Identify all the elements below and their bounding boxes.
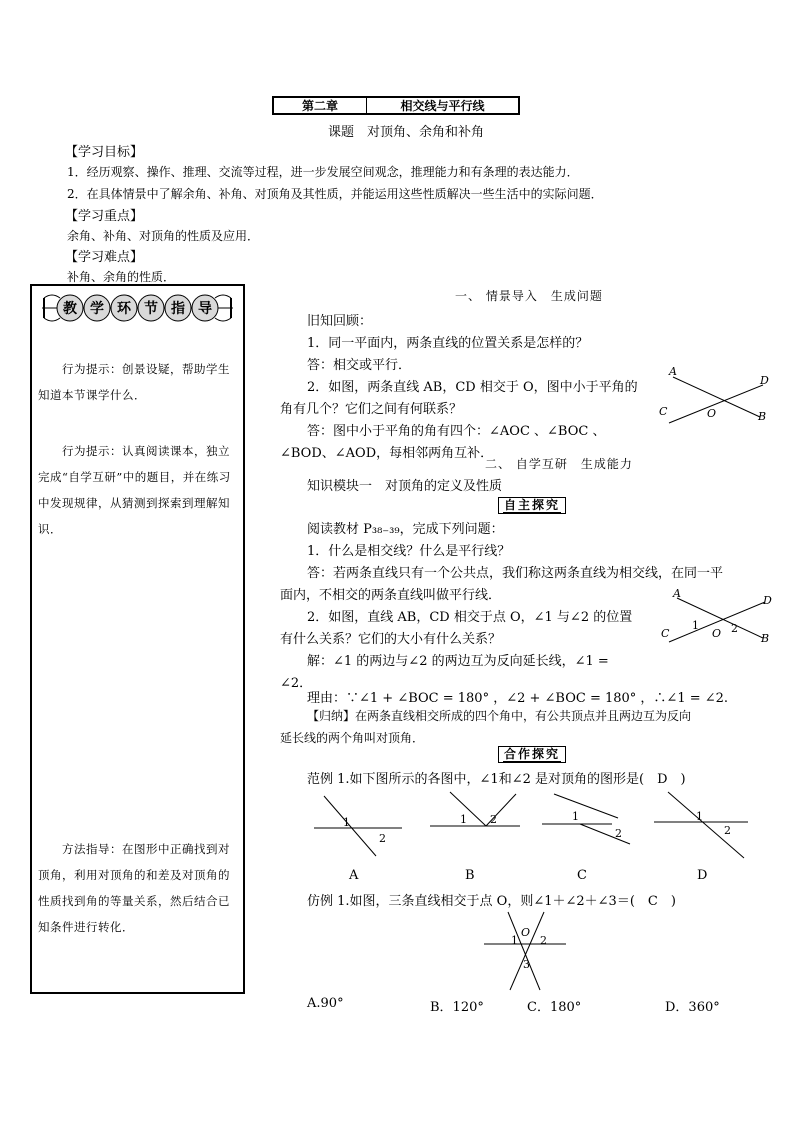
chapter-title: 相交线与平行线 <box>400 99 485 113</box>
label-a: A <box>669 365 677 378</box>
angle-2-label: 2 <box>490 813 497 826</box>
option-b-label: B <box>465 868 475 883</box>
label-c: C <box>661 627 670 640</box>
chapter-table <box>272 96 520 115</box>
self-study-label: 自主探究 <box>498 497 566 514</box>
guide-tip-3: 方法指导：在图形中正确找到对顶角，利用对顶角的和差及对顶角的性质找到角的等量关系，然后结合已知条件进行转化． <box>38 842 230 934</box>
example-figure-a <box>310 790 405 860</box>
left-slanted-line <box>508 912 540 990</box>
label-o: O <box>712 627 722 640</box>
section2-title: 二、 自学互研 生成能力 <box>485 457 633 471</box>
guide-char-5: 指 <box>171 301 185 317</box>
key-points-text: 余角、补角、对顶角的性质及应用． <box>67 229 260 243</box>
cooperative-study-label: 合作探究 <box>498 746 566 763</box>
guide-tip-1: 行为提示：创景设疑，帮助学生知道本节课学什么． <box>38 362 230 402</box>
section2-a1-line1: 答：若两条直线只有一个公共点，我们称这两条直线为相交线，在同一平 <box>307 566 724 581</box>
difficulties-text: 补角、余角的性质． <box>67 270 176 284</box>
practice1-option-d: D．360° <box>665 1000 720 1015</box>
section2-a2-line1: 解：∠1 的两边与∠2 的两边互为反向延长线，∠1 = <box>307 654 609 669</box>
guide-title-banner <box>40 290 235 326</box>
section1-review: 旧知回顾： <box>307 314 373 329</box>
angle-2-label: 2 <box>731 622 738 635</box>
difficulties-heading: 【学习难点】 <box>65 250 144 265</box>
option-a-label: A <box>349 868 359 883</box>
practice1-option-a: A.90° <box>307 996 344 1011</box>
chapter-number: 第二章 <box>274 98 367 113</box>
guide-tip-2: 行为提示：认真阅读课本，独立完成“自学互研”中的题目，并在练习中发现规律，从猜测到探索到理解知识． <box>38 444 231 536</box>
section1-q2-line1: 2．如图，两条直线 AB，CD 相交于 O，图中小于平角的 <box>307 380 638 395</box>
option-c-label: C <box>577 868 587 883</box>
section1-q2-line2: 角有几个？它们之间有何联系？ <box>280 402 463 417</box>
line-ab <box>673 377 760 417</box>
practice1-option-c: C．180° <box>527 1000 582 1015</box>
angle-2-label: 2 <box>724 824 731 837</box>
practice1-option-b: B．120° <box>430 1000 484 1015</box>
summary-line2: 延长线的两个角叫对顶角． <box>280 731 425 745</box>
option-d-label: D <box>697 868 708 883</box>
summary-line1: 【归纳】在两条直线相交所成的四个角中，有公共顶点并且两边互为反向 <box>307 709 692 723</box>
section1-a2-line2: ∠BOD、∠AOD，每相邻两角互补． <box>280 446 494 461</box>
label-b: B <box>761 632 770 645</box>
angle-3-label: 3 <box>523 958 530 971</box>
section2-read: 阅读教材 P₃₈₋₃₉，完成下列问题： <box>307 522 504 537</box>
section2-q1: 1．什么是相交线？什么是平行线？ <box>307 544 511 559</box>
label-o: O <box>707 407 717 420</box>
example-figure-d <box>652 788 752 860</box>
objective-item-1: 1．经历观察、操作、推理、交流等过程，进一步发展空间观念，推理能力和有条理的表达能力． <box>67 165 579 179</box>
angle-1-label: 1 <box>572 810 579 823</box>
left-ray <box>450 792 486 826</box>
lower-line <box>580 824 630 844</box>
label-o: O <box>521 926 531 939</box>
guide-char-4: 节 <box>144 301 158 317</box>
objective-item-2: 2．在具体情景中了解余角、补角、对顶角及其性质，并能运用这些性质解决一些生活中的实际问题． <box>67 187 603 201</box>
section1-a2-line1: 答：图中小于平角的角有四个：∠AOC 、∠BOC 、 <box>307 424 606 439</box>
label-c: C <box>659 405 668 418</box>
section2-a2-line2: ∠2． <box>280 676 313 691</box>
section2-q2-line1: 2．如图，直线 AB，CD 相交于点 O，∠1 与∠2 的位置 <box>307 610 633 625</box>
guide-char-3: 环 <box>117 301 131 317</box>
example-figure-c <box>540 790 635 850</box>
angle-1-label: 1 <box>696 810 703 823</box>
guide-title-decoration <box>40 290 235 326</box>
figure-intersecting-lines-1 <box>655 365 775 435</box>
angle-1-label: 1 <box>692 619 699 632</box>
angle-1-label: 1 <box>343 816 350 829</box>
angle-2-label: 2 <box>379 832 386 845</box>
label-b: B <box>758 410 767 423</box>
example1-text: 范例 1.如下图所示的各图中，∠1和∠2 是对顶角的图形是( D ) <box>307 772 686 787</box>
practice1-text: 仿例 1.如图，三条直线相交于点 O，则∠1＋∠2＋∠3＝( C ) <box>307 894 676 909</box>
section2-q2-line2: 有什么关系？它们的大小有什么关系？ <box>280 632 502 647</box>
section1-title: 一、 情景导入 生成问题 <box>455 289 603 303</box>
guide-char-1: 教 <box>63 301 77 317</box>
section1-q1: 1．同一平面内，两条直线的位置关系是怎样的？ <box>307 336 589 351</box>
guide-char-6: 导 <box>198 301 212 317</box>
angle-1-label: 1 <box>460 813 467 826</box>
slanted-line <box>668 792 744 858</box>
section1-a1: 答：相交或平行． <box>307 358 412 373</box>
section2-reason: 理由：∵∠1 + ∠BOC = 180° ，∠2 + ∠BOC = 180° ，∴∠1 = ∠2. <box>307 691 729 706</box>
label-d: D <box>763 594 772 607</box>
figure-intersecting-lines-2 <box>655 588 777 654</box>
guide-char-2: 学 <box>90 301 104 317</box>
objectives-heading: 【学习目标】 <box>65 145 144 160</box>
teaching-guide-box <box>30 284 245 994</box>
label-d: D <box>760 374 769 387</box>
figure-three-lines <box>480 910 570 992</box>
angle-1-label: 1 <box>511 934 518 947</box>
angle-2-label: 2 <box>540 934 547 947</box>
section2-a1-line2: 面内，不相交的两条直线叫做平行线． <box>280 588 502 603</box>
slanted-line <box>324 796 376 856</box>
label-a: A <box>673 588 681 600</box>
angle-2-label: 2 <box>615 827 622 840</box>
right-slanted-line <box>510 912 544 990</box>
example-figure-b <box>428 788 523 838</box>
upper-line <box>554 794 618 818</box>
lesson-title: 课题 对顶角、余角和补角 <box>328 125 485 140</box>
key-points-heading: 【学习重点】 <box>65 209 144 224</box>
section2-module: 知识模块一 对顶角的定义及性质 <box>307 479 503 494</box>
